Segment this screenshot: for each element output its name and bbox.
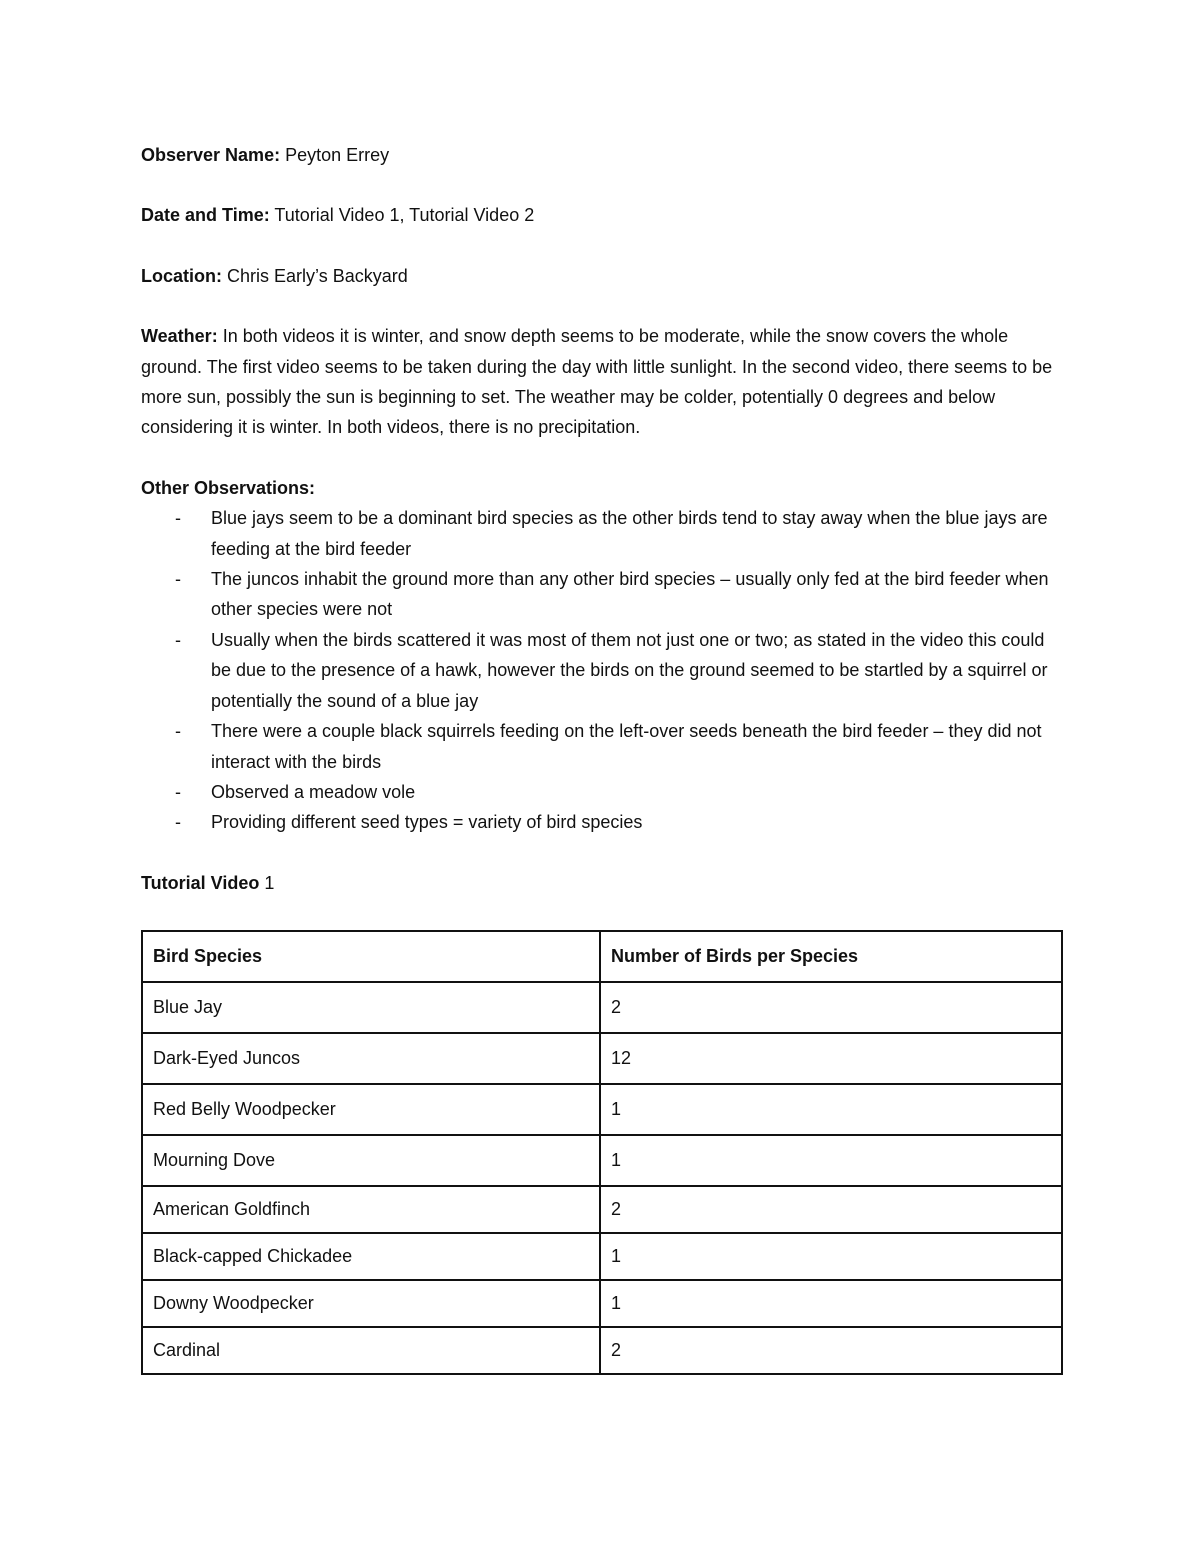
list-item [141,807,1061,837]
list-item-text: The juncos inhabit the ground more than any other bird species – usually only fed at the bird feeder when other species were not [211,569,1049,620]
bullet-dash: - [175,721,181,742]
count-cell: 1 [600,1233,1062,1280]
list-item-text: Observed a meadow vole [211,781,416,802]
table-row [142,1280,1062,1327]
table-row [142,1084,1062,1135]
location-label: Location: [141,265,222,286]
table-title [141,868,1061,898]
list-item [141,777,1061,807]
table-row [142,1186,1062,1233]
header-number-of-birds: Number of Birds per Species [600,931,1062,982]
weather-field [141,321,1061,443]
species-cell: Cardinal [142,1327,600,1374]
observer-value: Peyton Errey [285,145,390,165]
count-cell: 12 [600,1033,1062,1084]
observations-list [141,503,1061,837]
list-item [141,503,1061,564]
species-cell: Black-capped Chickadee [142,1233,600,1280]
table-header-row [142,931,1062,982]
species-cell: Red Belly Woodpecker [142,1084,600,1135]
observer-label: Observer Name: [141,145,281,165]
list-item [141,564,1061,625]
table-row [142,1327,1062,1374]
bullet-dash: - [175,569,181,590]
header-bird-species: Bird Species [142,931,600,982]
document-page [141,140,1061,1375]
list-item-text: Providing different seed types = variety of bird species [211,812,643,833]
bird-species-table [141,930,1063,1375]
bullet-dash: - [175,812,181,833]
observer-field [141,140,1061,170]
bullet-dash: - [175,781,181,802]
table-row [142,1135,1062,1186]
bullet-dash: - [175,629,181,650]
table-row [142,1033,1062,1084]
table-title-number: 1 [264,872,275,893]
bullet-dash: - [175,508,181,529]
list-item [141,716,1061,777]
list-item-text: Blue jays seem to be a dominant bird species as the other birds tend to stay away when the blue jays are feeding at the bird feeder [211,508,1048,559]
table-row [142,982,1062,1033]
count-cell: 2 [600,1186,1062,1233]
table-row [142,1233,1062,1280]
date-time-value: Tutorial Video 1, Tutorial Video 2 [274,205,535,226]
count-cell: 2 [600,1327,1062,1374]
table-title-label: Tutorial Video [141,872,260,893]
species-cell: American Goldfinch [142,1186,600,1233]
other-observations-heading: Other Observations: [141,477,316,498]
list-item-text: Usually when the birds scattered it was most of them not just one or two; as stated in the video this could be due to the presence of a hawk, however the birds on the ground seemed to be startled by a squirrel or potentially the sound of a blue jay [211,629,1048,711]
count-cell: 2 [600,982,1062,1033]
count-cell: 1 [600,1084,1062,1135]
species-cell: Blue Jay [142,982,600,1033]
date-time-label: Date and Time: [141,205,270,226]
species-cell: Dark-Eyed Juncos [142,1033,600,1084]
species-cell: Mourning Dove [142,1135,600,1186]
list-item [141,625,1061,716]
weather-value: In both videos it is winter, and snow depth seems to be moderate, while the snow covers the whole ground. The first video seems to be taken during the day with little sunlight. In the second video, there seems to be more sun, possibly the sun is beginning to set. The weather may be colder, potentially 0 degrees and below considering it is winter. In both videos, there is no precipitation. [141,326,1053,438]
location-field [141,261,1061,291]
count-cell: 1 [600,1280,1062,1327]
weather-label: Weather: [141,326,218,347]
date-time-field [141,200,1061,230]
count-cell: 1 [600,1135,1062,1186]
species-cell: Downy Woodpecker [142,1280,600,1327]
location-value: Chris Early’s Backyard [227,265,408,286]
list-item-text: There were a couple black squirrels feeding on the left-over seeds beneath the bird feeder – they did not interact with the birds [211,721,1042,772]
